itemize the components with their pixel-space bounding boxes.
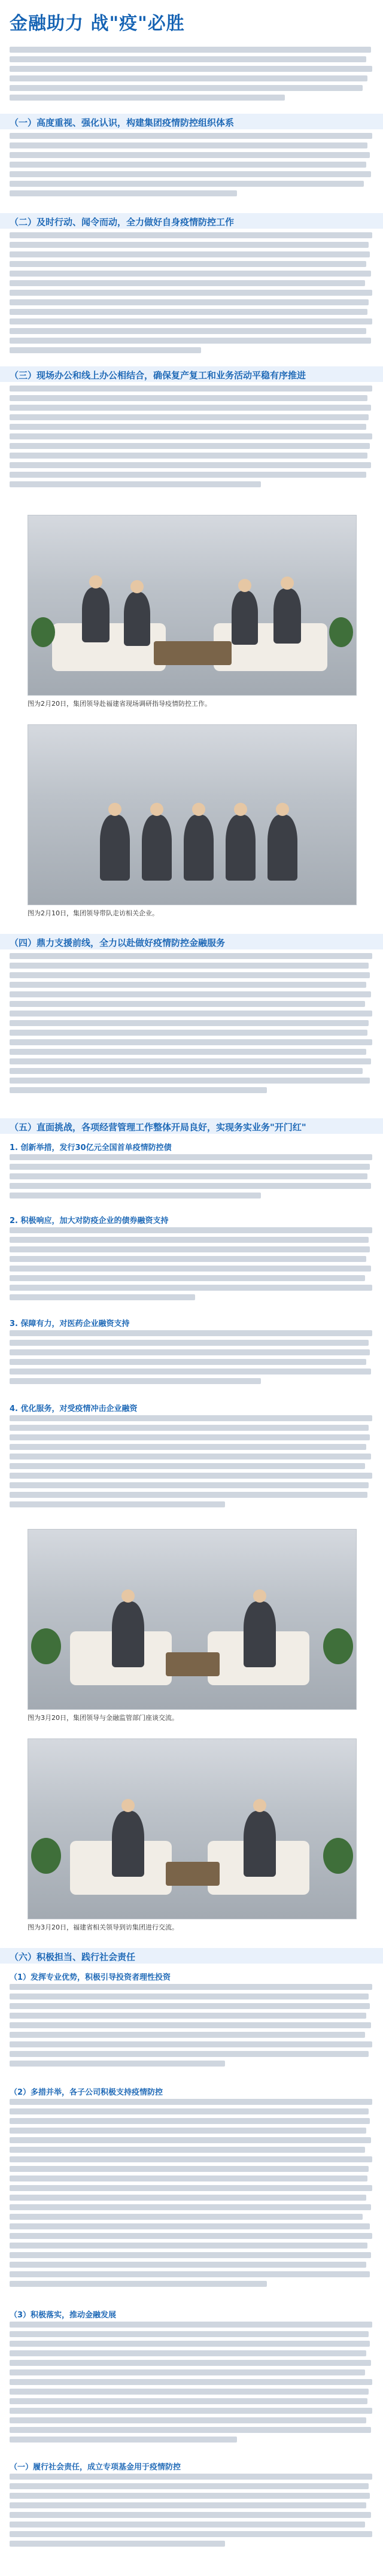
- section-body: [10, 1154, 373, 1208]
- section-heading: （四）鼎力支援前线，全力以赴做好疫情防控金融服务: [0, 934, 383, 949]
- section-heading: （一）高度重视、强化认识，构建集团疫情防控组织体系: [0, 114, 383, 129]
- photo-caption: 图为2月10日，集团领导带队走访相关企业。: [28, 909, 159, 917]
- subheading: （一）履行社会责任，成立专项基金用于疫情防控: [10, 2463, 181, 2472]
- section-heading: （五）直面挑战，各项经营管理工作整体开局良好，实现务实业务"开门红": [0, 1118, 383, 1134]
- section-heading: （二）及时行动、闻令而动，全力做好自身疫情防控工作: [0, 213, 383, 229]
- masthead: [0, 0, 383, 43]
- subheading: （1）发挥专业优势，积极引导投资者理性投资: [10, 1973, 171, 1982]
- section-heading: （六）积极担当、践行社会责任: [0, 1948, 383, 1964]
- section-body: [10, 1984, 373, 2080]
- article-title: 金融助力 战"疫"必胜: [10, 13, 185, 34]
- photo: [28, 724, 357, 905]
- subheading: 3. 保障有力，对医药企业融资支持: [10, 1319, 130, 1328]
- subheading: （2）多措并举，各子公司积极支持疫情防控: [10, 2088, 163, 2097]
- section-body: [10, 232, 373, 358]
- photo-caption: 图为3月20日，集团领导与金融监管部门座谈交流。: [28, 1714, 178, 1722]
- photo-caption: 图为3月20日，福建省相关领导到访集团进行交流。: [28, 1923, 178, 1931]
- photo: [28, 1529, 357, 1710]
- section-body: [10, 133, 373, 205]
- section-body: [10, 2099, 373, 2302]
- subheading: （3）积极落实，推动金融发展: [10, 2311, 117, 2320]
- section-body: [10, 386, 373, 505]
- section-body: [10, 1227, 373, 1311]
- photo-caption: 图为2月20日，集团领导赴福建省现场调研指导疫情防控工作。: [28, 700, 211, 708]
- intro-paragraph: [10, 47, 373, 107]
- photo: [28, 515, 357, 696]
- section-body: [10, 953, 373, 1109]
- section-body: [10, 1330, 373, 1396]
- photo: [28, 1738, 357, 1919]
- section-heading: （三）现场办公和线上办公相结合，确保复产复工和业务活动平稳有序推进: [0, 366, 383, 382]
- subheading: 4. 优化服务，对受疫情冲击企业融资: [10, 1404, 138, 1413]
- section-body: [10, 2474, 373, 2545]
- section-body: [10, 2322, 373, 2453]
- subheading: 1. 创新举措，发行30亿元全国首单疫情防控债: [10, 1143, 172, 1152]
- section-body: [10, 1415, 373, 1517]
- subheading: 2. 积极响应，加大对防疫企业的债券融资支持: [10, 1216, 169, 1225]
